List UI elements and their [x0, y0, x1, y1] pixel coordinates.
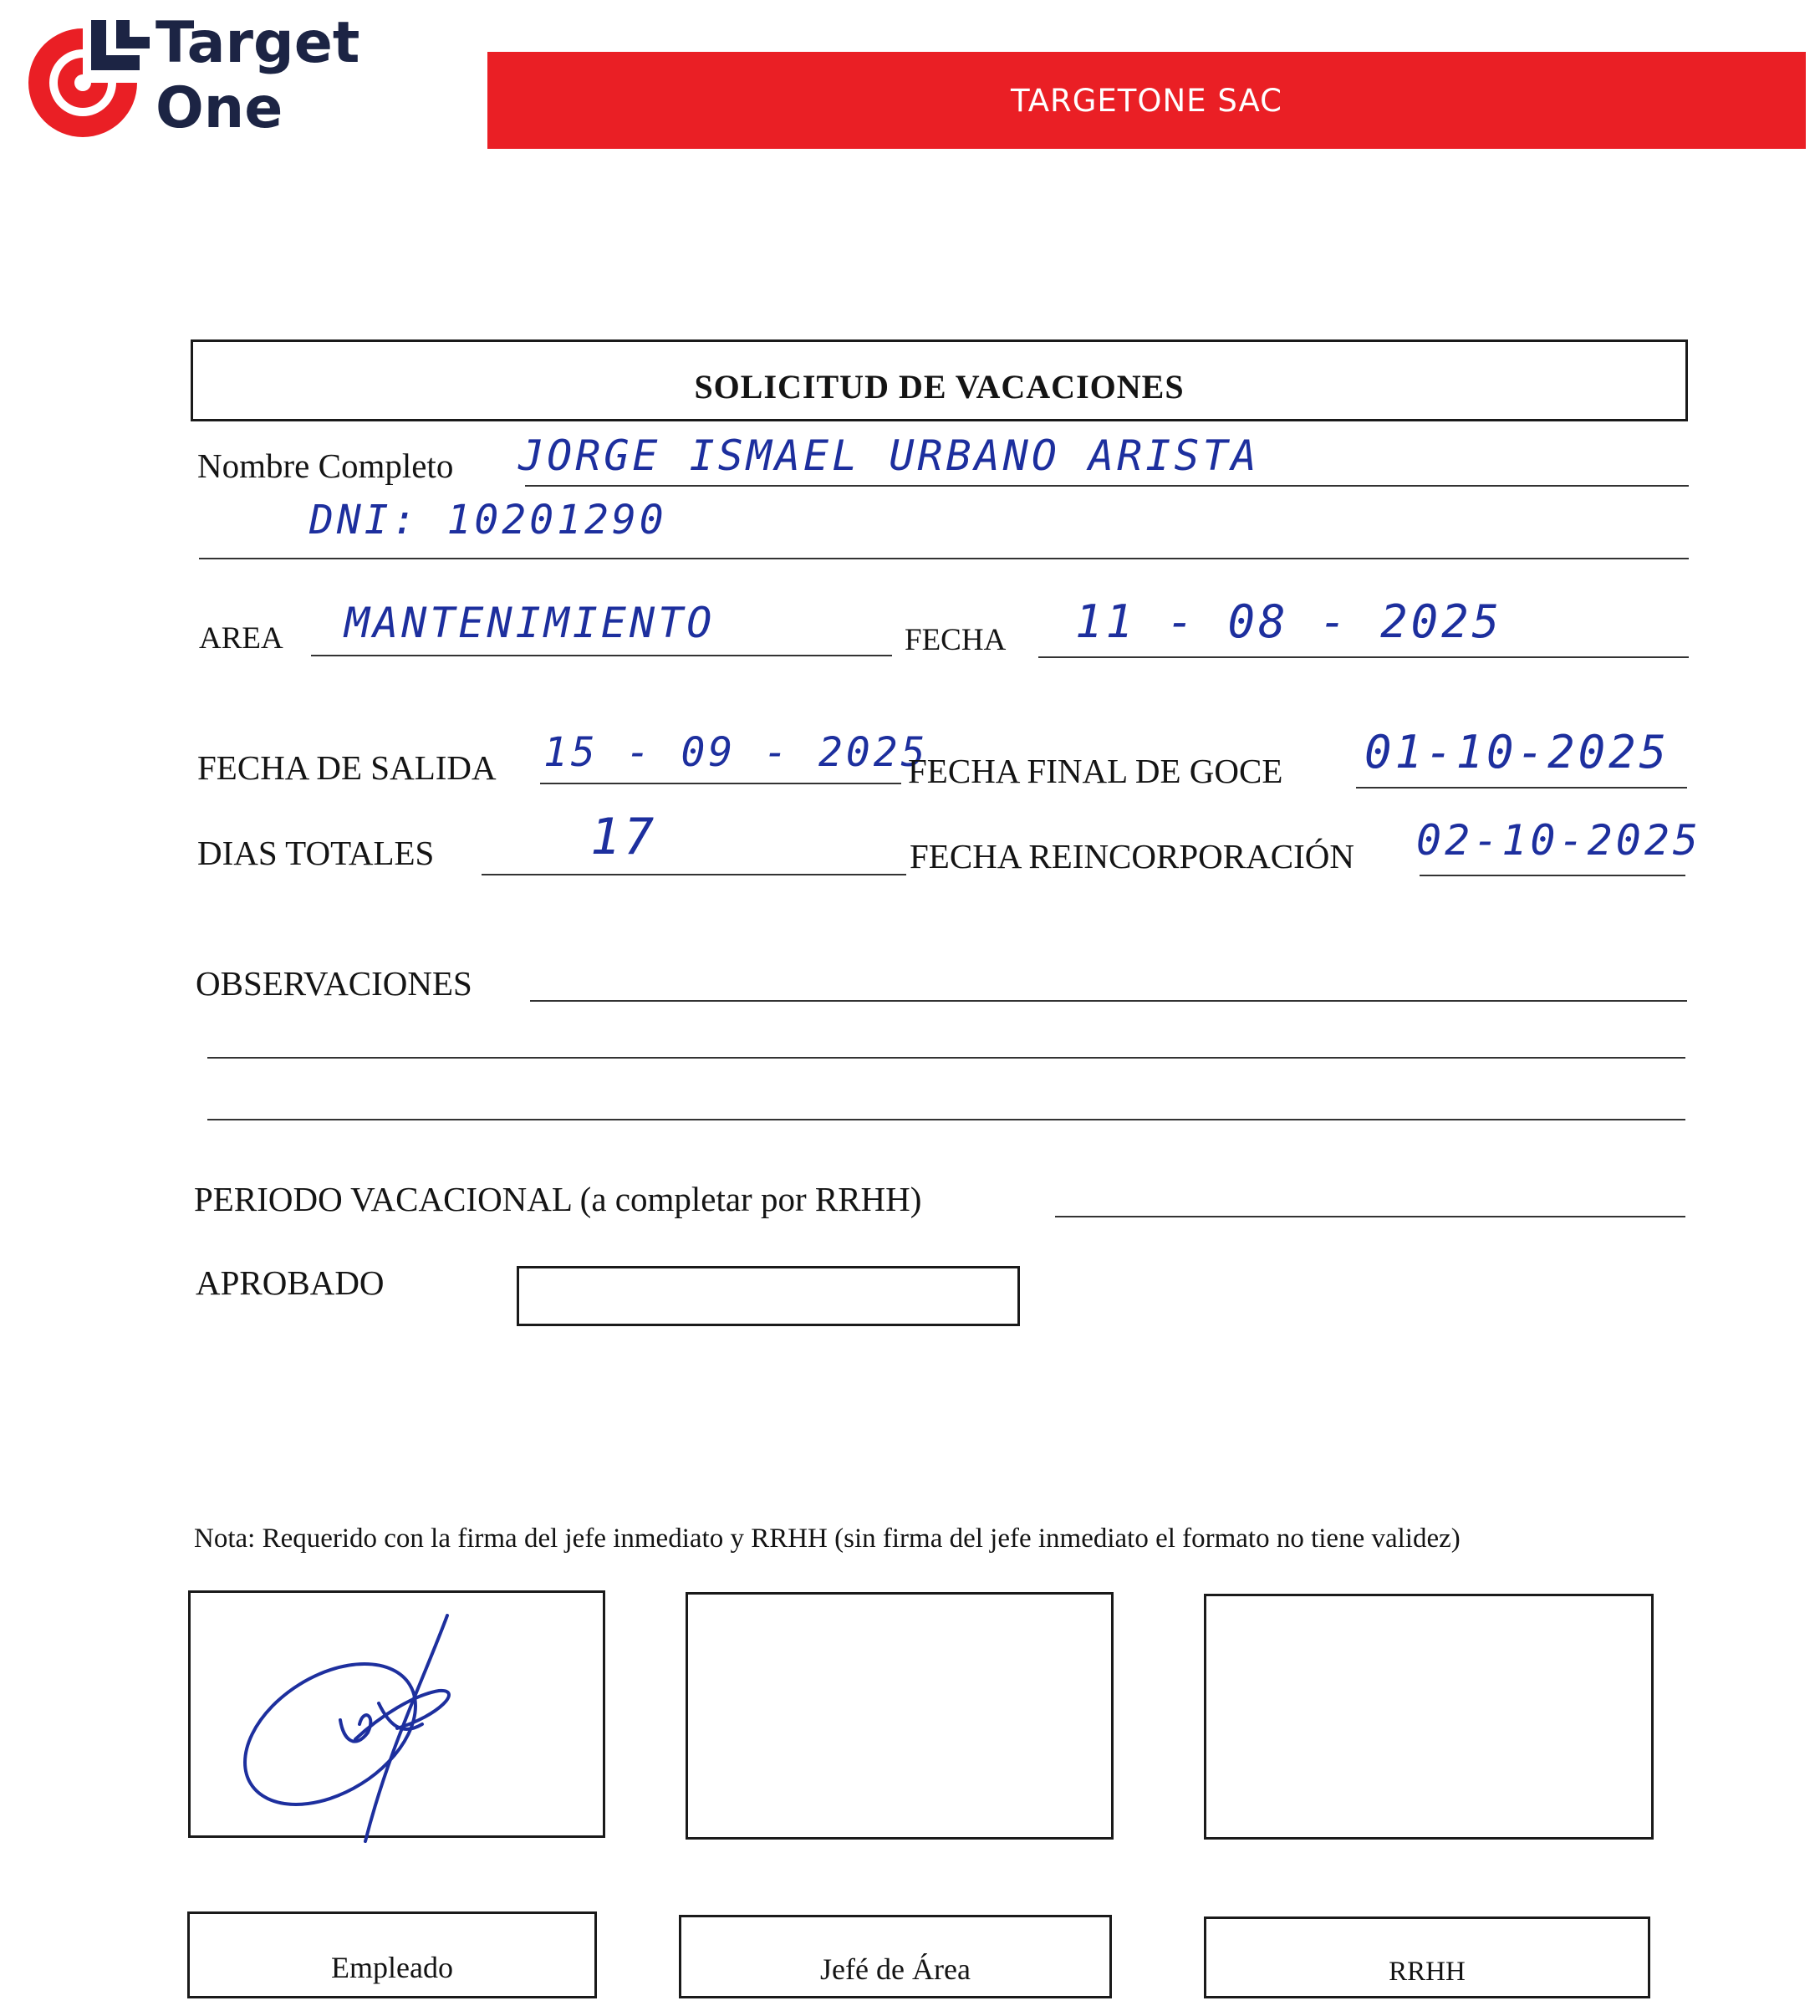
fecha-final-label: FECHA FINAL DE GOCE	[908, 752, 1283, 790]
periodo-label: PERIODO VACACIONAL (a completar por RRHH)	[194, 1180, 922, 1218]
nombre-label: Nombre Completo	[197, 447, 454, 485]
caption-rrhh: RRHH	[1204, 1916, 1650, 1998]
area-line	[311, 655, 892, 656]
signature-box-jefe[interactable]	[686, 1592, 1114, 1840]
fecha-reinc-label: FECHA REINCORPORACIÓN	[910, 837, 1354, 875]
observaciones-line-1	[530, 1000, 1687, 1002]
fecha-final-line	[1356, 787, 1687, 789]
target-one-logo-icon	[12, 12, 154, 145]
periodo-line	[1055, 1216, 1685, 1217]
fecha-value[interactable]: 11 - 08 - 2025	[1075, 595, 1503, 648]
dias-totales-value[interactable]: 17	[590, 808, 658, 866]
form-title-box	[191, 339, 1688, 421]
observaciones-label: OBSERVACIONES	[196, 964, 472, 1003]
nombre-value[interactable]: JORGE ISMAEL URBANO ARISTA	[518, 431, 1260, 480]
aprobado-box[interactable]	[517, 1266, 1020, 1326]
fecha-reinc-line	[1420, 875, 1685, 876]
area-value[interactable]: MANTENIMIENTO	[344, 599, 716, 647]
dni-line	[199, 558, 1689, 559]
aprobado-label: APROBADO	[196, 1263, 385, 1302]
dias-totales-line	[482, 874, 906, 875]
nombre-line	[525, 485, 1689, 487]
fecha-salida-value[interactable]: 15 - 09 - 2025	[543, 729, 929, 776]
observaciones-line-2	[207, 1057, 1685, 1059]
fecha-reinc-value[interactable]: 02-10-2025	[1416, 816, 1702, 865]
handwritten-signature-icon	[188, 1590, 605, 1875]
fecha-line	[1038, 656, 1689, 658]
form-title: SOLICITUD DE VACACIONES	[694, 368, 1185, 406]
signature-box-empleado[interactable]	[188, 1590, 605, 1838]
fecha-label: FECHA	[905, 623, 1007, 657]
dias-totales-label: DIAS TOTALES	[197, 834, 435, 872]
caption-jefe: Jefé de Área	[679, 1915, 1112, 1998]
caption-empleado: Empleado	[187, 1911, 597, 1998]
area-label: AREA	[199, 621, 283, 656]
logo	[12, 12, 363, 145]
nota-text: Nota: Requerido con la firma del jefe inmediato y RRHH (sin firma del jefe inmediato el formato no tiene validez)	[194, 1523, 1461, 1554]
logo-text-target: Target	[155, 10, 360, 76]
signature-box-rrhh[interactable]	[1204, 1594, 1654, 1840]
company-banner: TARGETONE SAC	[487, 52, 1806, 149]
dni-value[interactable]: DNI: 10201290	[309, 497, 667, 544]
observaciones-line-3	[207, 1119, 1685, 1120]
fecha-salida-line	[540, 783, 901, 784]
logo-text-one: One	[155, 75, 283, 141]
fecha-final-value[interactable]: 01-10-2025	[1364, 726, 1670, 778]
fecha-salida-label: FECHA DE SALIDA	[197, 748, 497, 787]
